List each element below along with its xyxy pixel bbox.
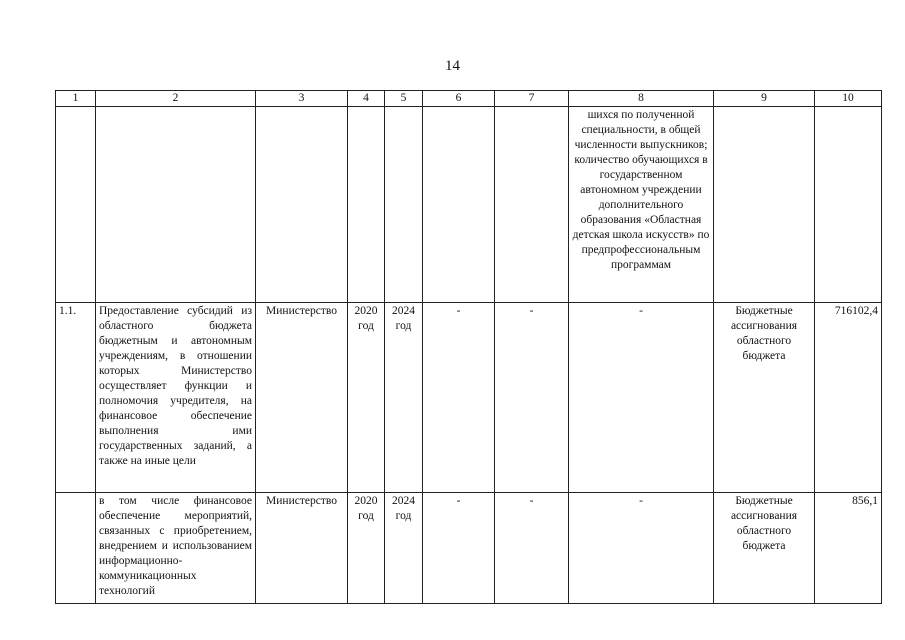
page-number: 14: [445, 58, 460, 74]
header-col-9: 9: [714, 91, 815, 107]
continuation-row: [56, 107, 882, 303]
col7-value: -: [495, 303, 569, 493]
table-row: [56, 303, 882, 493]
header-col-7: 7: [495, 91, 569, 107]
measure-description: Предоставление субсидий из областного бюджета бюджетным и автономным учреждениям, в отношении которых Министерство осуществляет функции и полномочия учредителя, на финансовое обеспечение выполнения ими государственных заданий, а также на иные цели: [96, 303, 256, 493]
header-row: [56, 91, 882, 107]
cell-empty: [348, 107, 385, 303]
cell-empty: [714, 107, 815, 303]
executor: Министерство: [256, 493, 348, 604]
amount: 856,1: [815, 493, 882, 604]
header-col-4: 4: [348, 91, 385, 107]
executor: Министерство: [256, 303, 348, 493]
cell-empty: [385, 107, 423, 303]
continuation-indicator-text: шихся по полученной специальности, в общей численности выпускников; количество обучающихся в государственном автономном учреждении дополнительного образования «Областная детская школа искусств» по предпрофессиональным программам: [569, 107, 714, 303]
row-number: [56, 493, 96, 604]
cell-empty: [423, 107, 495, 303]
amount: 716102,4: [815, 303, 882, 493]
funding-source: Бюджетные ассигнования областного бюджета: [714, 493, 815, 604]
cell-empty: [96, 107, 256, 303]
indicator-value: -: [569, 303, 714, 493]
header-col-8: 8: [569, 91, 714, 107]
header-col-2: 2: [96, 91, 256, 107]
row-number: 1.1.: [56, 303, 96, 493]
cell-empty: [56, 107, 96, 303]
cell-empty: [256, 107, 348, 303]
header-col-10: 10: [815, 91, 882, 107]
end-year: 2024 год: [385, 493, 423, 604]
table-row: [56, 493, 882, 604]
funding-source: Бюджетные ассигнования областного бюджета: [714, 303, 815, 493]
end-year: 2024 год: [385, 303, 423, 493]
measures-table: [55, 90, 882, 604]
header-col-6: 6: [423, 91, 495, 107]
col6-value: -: [423, 493, 495, 604]
cell-empty: [815, 107, 882, 303]
header-col-3: 3: [256, 91, 348, 107]
col6-value: -: [423, 303, 495, 493]
col7-value: -: [495, 493, 569, 604]
start-year: 2020 год: [348, 303, 385, 493]
start-year: 2020 год: [348, 493, 385, 604]
measure-description: в том числе финансовое обеспечение мероприятий, связанных с приобретением, внедрением и использованием информационно-коммуникационных технологий: [96, 493, 256, 604]
header-col-5: 5: [385, 91, 423, 107]
header-col-1: 1: [56, 91, 96, 107]
cell-empty: [495, 107, 569, 303]
indicator-value: -: [569, 493, 714, 604]
